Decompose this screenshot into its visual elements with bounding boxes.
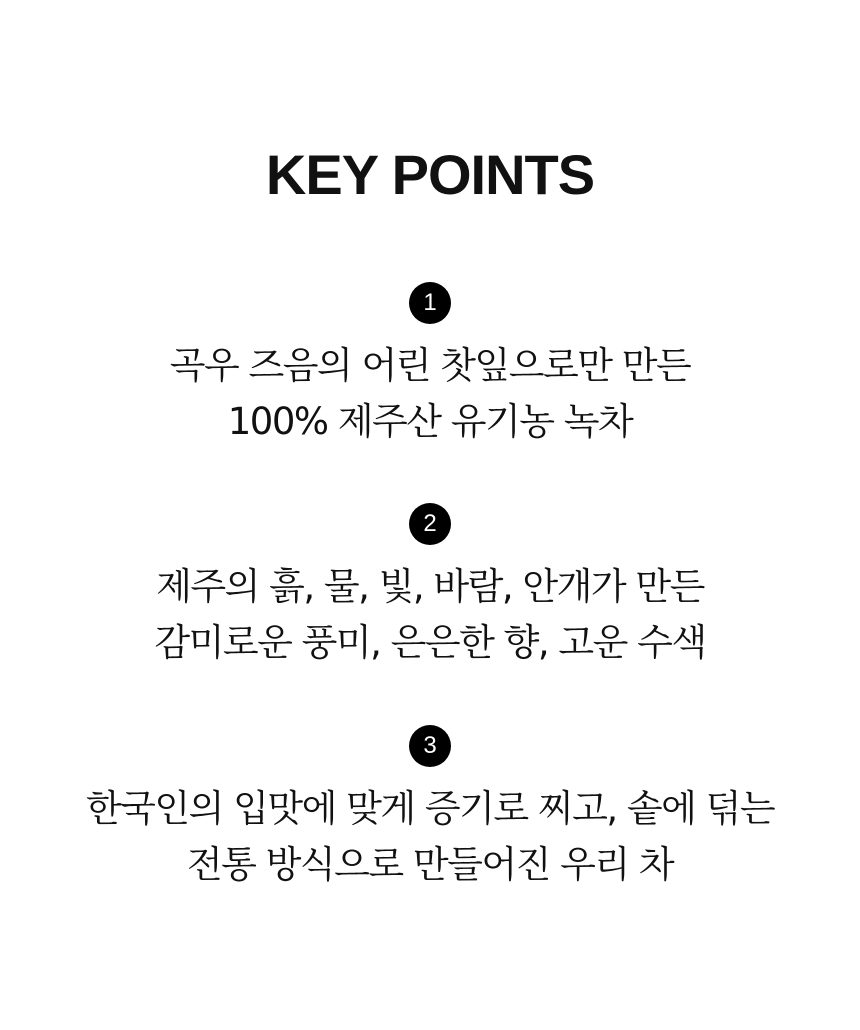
key-point-3 [0,725,860,893]
key-point-2-line-1: 제주의 흙, 물, 빛, 바람, 안개가 만든 [156,565,704,608]
key-point-1-text [0,338,860,450]
key-point-3-line-1: 한국인의 입맛에 맞게 증기로 찌고, 솥에 덖는 [85,787,775,830]
key-point-3-text [0,781,860,893]
number-badge-2: 2 [409,503,451,545]
number-badge-1: 1 [409,282,451,324]
key-point-2-line-2: 감미로운 풍미, 은은한 향, 고운 수색 [154,621,706,664]
key-point-3-line-2: 전통 방식으로 만들어진 우리 차 [186,843,674,886]
key-point-2 [0,503,860,671]
page-title: KEY POINTS [265,143,595,206]
number-badge-3: 3 [409,725,451,767]
key-point-1-line-1: 곡우 즈음의 어린 찻잎으로만 만든 [169,344,691,387]
key-point-2-text [0,559,860,671]
key-point-1-line-2: 100% 제주산 유기농 녹차 [227,400,633,443]
key-point-1 [0,282,860,450]
